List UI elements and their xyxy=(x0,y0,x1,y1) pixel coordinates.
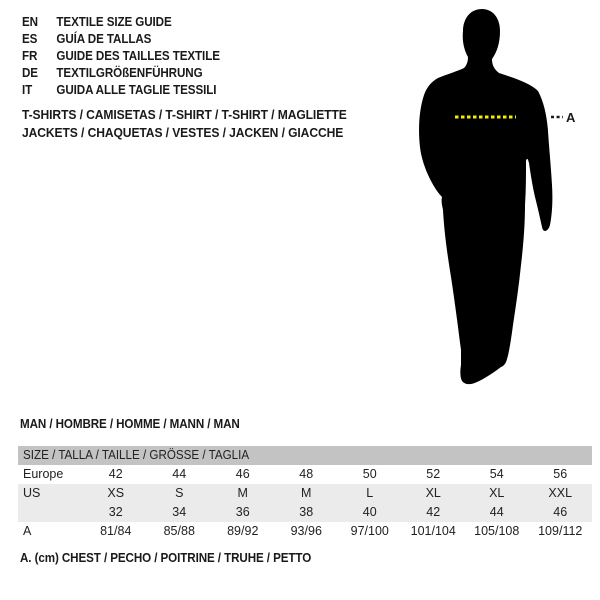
language-row-en xyxy=(22,14,220,31)
size-value: 42 xyxy=(426,505,441,519)
language-code: ES xyxy=(22,32,38,46)
size-value: S xyxy=(175,486,184,500)
language-row-it xyxy=(22,82,220,99)
size-table-header xyxy=(18,446,592,465)
language-label: GUIDA ALLE TAGLIE TESSILI xyxy=(56,83,217,97)
language-code: DE xyxy=(22,66,38,80)
size-value: XL xyxy=(489,486,505,500)
size-value: 42 xyxy=(108,467,123,481)
size-value: XS xyxy=(107,486,125,500)
size-value: 97/100 xyxy=(350,524,389,538)
size-table-row xyxy=(18,522,592,541)
language-code: FR xyxy=(22,49,38,63)
size-value: 56 xyxy=(553,467,568,481)
size-value: 48 xyxy=(299,467,314,481)
size-table-row xyxy=(18,465,592,484)
section-title-man: MAN / HOMBRE / HOMME / MANN / MAN xyxy=(20,417,240,431)
size-value: M xyxy=(301,486,312,500)
size-value: 44 xyxy=(172,467,187,481)
size-row-label: Europe xyxy=(23,467,64,481)
size-value: L xyxy=(366,486,374,500)
size-row-label xyxy=(18,503,84,522)
man-silhouette xyxy=(419,9,552,384)
measurement-footnote: A. (cm) CHEST / PECHO / POITRINE / TRUHE / PETTO xyxy=(20,551,312,565)
size-value: 40 xyxy=(362,505,377,519)
size-value: 44 xyxy=(489,505,504,519)
size-value: 93/96 xyxy=(290,524,322,538)
size-value: 50 xyxy=(362,467,377,481)
size-value: 36 xyxy=(235,505,250,519)
category-line-tshirts: T-SHIRTS / CAMISETAS / T-SHIRT / T-SHIRT / MAGLIETTE xyxy=(22,107,347,122)
size-table-row xyxy=(18,484,592,503)
language-code: IT xyxy=(22,83,33,97)
size-value: 101/104 xyxy=(410,524,456,538)
size-value: 38 xyxy=(299,505,314,519)
language-label: GUIDE DES TAILLES TEXTILE xyxy=(56,49,220,63)
size-value: 109/112 xyxy=(538,524,583,538)
language-label: TEXTILGRÖßENFÜHRUNG xyxy=(56,66,203,80)
category-line-jackets: JACKETS / CHAQUETAS / VESTES / JACKEN / GIACCHE xyxy=(22,125,344,140)
language-code: EN xyxy=(22,15,38,29)
size-value: 32 xyxy=(108,505,123,519)
language-row-fr xyxy=(22,48,220,65)
size-row-label: A xyxy=(23,524,32,538)
size-value: 46 xyxy=(553,505,568,519)
size-value: 89/92 xyxy=(227,524,259,538)
size-table-header-label: SIZE / TALLA / TAILLE / GRÖSSE / TAGLIA xyxy=(23,448,250,462)
size-value: M xyxy=(237,486,248,500)
size-table-body xyxy=(18,465,592,541)
size-value: 54 xyxy=(489,467,504,481)
size-value: 52 xyxy=(426,467,441,481)
size-value: XL xyxy=(425,486,441,500)
measure-label-a: A xyxy=(566,110,576,125)
language-label: GUÍA DE TALLAS xyxy=(56,32,152,46)
size-value: XXL xyxy=(548,486,573,500)
size-row-label: US xyxy=(23,486,41,500)
language-row-de xyxy=(22,65,220,82)
language-list xyxy=(22,14,220,99)
size-value: 85/88 xyxy=(163,524,195,538)
size-value: 34 xyxy=(172,505,187,519)
size-value: 46 xyxy=(235,467,250,481)
size-value: 105/108 xyxy=(474,524,520,538)
language-row-es xyxy=(22,31,220,48)
size-table-row xyxy=(18,503,592,522)
language-label: TEXTILE SIZE GUIDE xyxy=(56,15,172,29)
size-value: 81/84 xyxy=(100,524,132,538)
man-silhouette-figure xyxy=(400,5,578,397)
size-table xyxy=(18,446,592,541)
category-block xyxy=(22,106,347,142)
